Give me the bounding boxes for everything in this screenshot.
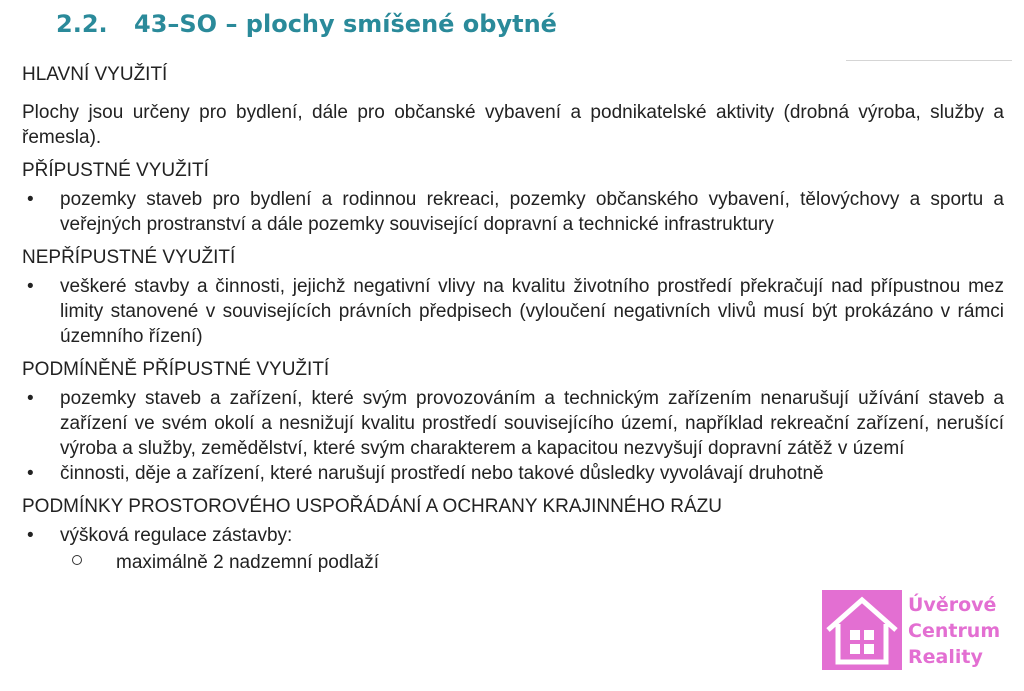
circle-bullet-icon xyxy=(72,555,82,565)
brand-line: Centrum xyxy=(908,620,1001,642)
list-item xyxy=(22,187,1004,237)
section-title-text: 43–SO – plochy smíšené obytné xyxy=(134,10,557,38)
list-item-text: pozemky staveb pro bydlení a rodinnou rekreaci, pozemky občanského vybavení, tělovýchovy a sportu a veřejných prostranství a dále pozemky související dopravní a technické infrastruktury xyxy=(60,189,1004,235)
bullet-icon: • xyxy=(27,276,34,297)
header-rule xyxy=(846,60,1012,61)
spatial-conditions-heading: PODMÍNKY PROSTOROVÉHO USPOŘÁDÁNÍ A OCHRANY KRAJINNÉHO RÁZU xyxy=(22,496,722,517)
main-use-heading: HLAVNÍ VYUŽITÍ xyxy=(22,64,168,85)
permitted-use-heading: PŘÍPUSTNÉ VYUŽITÍ xyxy=(22,160,209,181)
list-item xyxy=(22,274,1004,349)
permitted-use-section xyxy=(22,158,1004,237)
brand-line: Reality xyxy=(908,646,983,668)
sub-list-item-text: maximálně 2 nadzemní podlaží xyxy=(116,552,379,573)
list-item-text: veškeré stavby a činnosti, jejichž negativní vlivy na kvalitu životního prostředí překračují nad přípustnou mez limity stanovené v souvisejících právních předpisech (vyloučení negativních vlivů musí být prokázáno v rámci územního řízení) xyxy=(60,276,1004,347)
document-body xyxy=(22,62,1004,575)
brand-line: Úvěrové xyxy=(908,594,997,616)
sub-list-item xyxy=(22,550,1004,575)
bullet-icon: • xyxy=(27,189,34,210)
list-item xyxy=(22,386,1004,461)
permitted-use-list xyxy=(22,187,1004,237)
bullet-icon: • xyxy=(27,388,34,409)
prohibited-use-section xyxy=(22,245,1004,349)
list-item xyxy=(22,523,1004,548)
list-item-text: činnosti, děje a zařízení, které narušují prostředí nebo takové důsledky vyvolávají druhotně xyxy=(60,463,824,484)
bullet-icon: • xyxy=(27,463,34,484)
prohibited-use-list xyxy=(22,274,1004,349)
brand-logo-text xyxy=(908,592,1000,670)
list-item xyxy=(22,461,1004,486)
conditional-use-list xyxy=(22,386,1004,486)
spatial-conditions-list xyxy=(22,523,1004,548)
house-icon xyxy=(822,590,902,670)
brand-logo xyxy=(822,590,1010,670)
spatial-conditions-section xyxy=(22,494,1004,575)
list-item-text: výšková regulace zástavby: xyxy=(60,525,293,546)
section-title xyxy=(56,10,557,38)
conditional-use-section xyxy=(22,357,1004,486)
bullet-icon: • xyxy=(27,525,34,546)
prohibited-use-heading: NEPŘÍPUSTNÉ VYUŽITÍ xyxy=(22,247,236,268)
list-item-text: pozemky staveb a zařízení, které svým provozováním a technickým zařízením nenarušují užívání staveb a zařízení ve svém okolí a nesnižují kvalitu prostředí souvisejícího území, například rekreační zařízení, nerušící výroba a služby, zemědělství, které svým charakterem a kapacitou nezvyšují dopravní zátěž v území xyxy=(60,388,1004,459)
main-use-text: Plochy jsou určeny pro bydlení, dále pro občanské vybavení a podnikatelské aktivity (drobná výroba, služby a řemesla). xyxy=(22,102,1004,148)
section-number: 2.2. xyxy=(56,10,108,38)
spatial-conditions-sublist xyxy=(22,550,1004,575)
conditional-use-heading: PODMÍNĚNĚ PŘÍPUSTNÉ VYUŽITÍ xyxy=(22,359,330,380)
